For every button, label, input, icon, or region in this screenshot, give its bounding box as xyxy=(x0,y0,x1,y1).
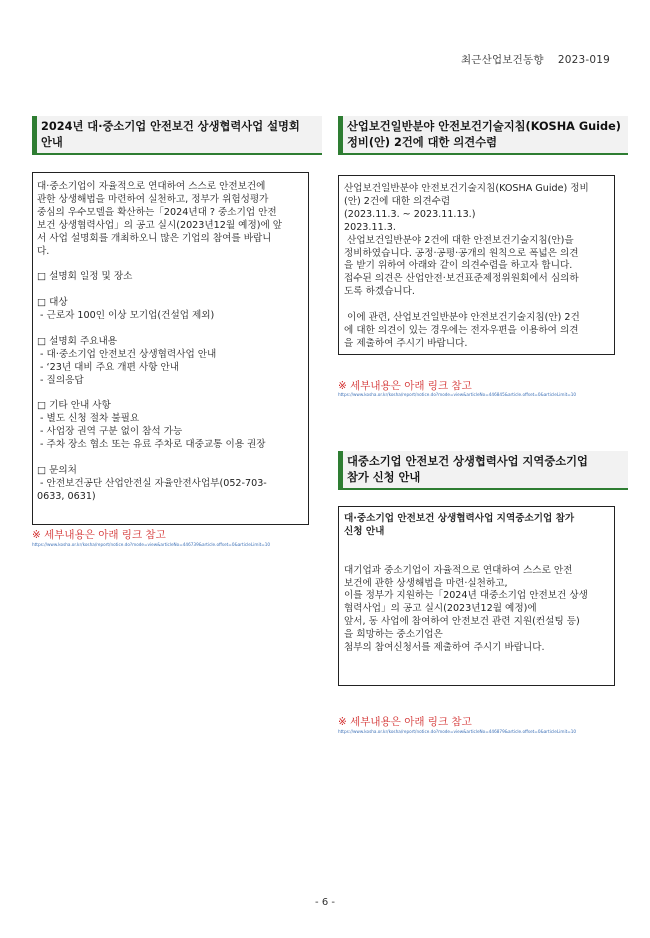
issue-number: 2023-019 xyxy=(557,54,610,66)
left-detail-note: ※ 세부내용은 아래 링크 참고 xyxy=(32,529,166,541)
body-line: 협력사업」의 공고 실시(2023년12월 예정)에 xyxy=(344,603,537,615)
right-top-section-title xyxy=(338,116,628,155)
right-top-title-line-1: 산업보건일반분야 안전보건기술지침(KOSHA Guide) xyxy=(347,120,621,133)
body-line: 보건 상생협력사업」의 공고 실시(2023년12월 예정)에 앞 xyxy=(37,219,283,231)
body-line xyxy=(344,299,610,312)
body-line xyxy=(37,258,304,271)
body-line: 을 제출하여 주시기 바랍니다. xyxy=(344,337,468,349)
body-line: □ 설명회 주요내용 xyxy=(37,335,118,347)
right-bottom-detail-link[interactable]: https://www.kosha.or.kr/kosha/report/notice.do?mode=view&articleNo=446879&article.offset=0&articleLimit=10 xyxy=(338,729,577,734)
right-bottom-title-line-2: 참가 신청 안내 xyxy=(347,471,421,484)
body-line: 접수된 의견은 산업안전·보건표준제정위원회에서 심의하 xyxy=(344,273,579,285)
right-bottom-content-box xyxy=(338,506,615,686)
body-line: - 대·중소기업 안전보건 상생협력사업 안내 xyxy=(37,348,217,360)
body-line: 산업보건일반분야 안전보건기술지침(KOSHA Guide) 정비 xyxy=(344,183,589,194)
right-top-title-line-2: 정비(안) 2건에 대한 의견수렴 xyxy=(347,136,498,149)
body-line xyxy=(37,387,304,400)
body-line: - 안전보건공단 산업안전실 자율안전사업부(052-703- xyxy=(37,477,267,489)
body-line: 관한 상생해법을 마련하여 실천하고, 정부가 위험성평가 xyxy=(37,193,269,205)
left-section-title xyxy=(32,116,322,155)
body-line: □ 문의처 xyxy=(37,464,77,476)
body-line: 대기업과 중소기업이 자율적으로 연대하여 스스로 안전 xyxy=(344,564,573,576)
left-title-line-2: 안내 xyxy=(41,136,63,149)
right-bottom-title-line-1: 대중소기업 안전보건 상생협력사업 지역중소기업 xyxy=(347,455,588,468)
right-bottom-body xyxy=(344,513,610,655)
body-line: 대·중소기업이 자율적으로 연대하여 스스로 안전보건에 xyxy=(37,181,266,192)
body-line: 앞서, 동 사업에 참여하여 안전보건 관련 지원(컨설팅 등) xyxy=(344,616,580,628)
page-header xyxy=(461,52,610,67)
body-line: (안) 2건에 대한 의견수렴 xyxy=(344,195,451,207)
body-line: - 사업장 권역 구분 없이 참석 가능 xyxy=(37,426,183,438)
body-line: 도록 하겠습니다. xyxy=(344,286,415,298)
body-line: 0633, 0631) xyxy=(37,490,96,502)
body-line: □ 기타 안내 사항 xyxy=(37,400,111,412)
body-line: - 질의응답 xyxy=(37,374,84,386)
body-line: 산업보건일반분야 2건에 대한 안전보건기술지침(안)을 xyxy=(344,234,574,246)
page-number: - 6 - xyxy=(315,897,335,908)
body-line xyxy=(37,452,304,465)
body-line: (2023.11.3. ~ 2023.11.13.) xyxy=(344,208,476,220)
body-line: 이에 관련, 산업보건일반분야 안전보건기술지침(안) 2건 xyxy=(344,312,580,324)
body-line: 을 희망하는 중소기업은 xyxy=(344,629,443,641)
body-line: 신청 안내 xyxy=(344,525,385,537)
left-detail-link[interactable]: https://www.kosha.or.kr/kosha/report/notice.do?mode=view&articleNo=446739&article.offset=0&articleLimit=10 xyxy=(32,542,271,547)
body-line: - 별도 신청 절차 불필요 xyxy=(37,413,140,425)
body-line: 다. xyxy=(37,245,50,257)
publication-name: 최근산업보건동향 xyxy=(460,54,544,66)
body-line: 을 받기 위하여 아래와 같이 의견수렴을 하고자 합니다. xyxy=(344,260,573,272)
body-line: 정비하였습니다. 공정·공평·공개의 원칙으로 폭넓은 의견 xyxy=(344,247,579,259)
body-line: 에 대한 의견이 있는 경우에는 전자우편을 이용하여 의견 xyxy=(344,324,579,336)
body-line xyxy=(344,539,610,552)
right-top-body xyxy=(344,183,610,351)
right-top-detail-link[interactable]: https://www.kosha.or.kr/kosha/report/notice.do?mode=view&articleNo=446845&article.offset=0&articleLimit=10 xyxy=(338,392,577,397)
body-line: 2023.11.3. xyxy=(344,221,396,233)
body-line: □ 설명회 일정 및 장소 xyxy=(37,271,133,283)
body-line xyxy=(37,323,304,336)
body-line xyxy=(37,284,304,297)
right-top-content-box xyxy=(338,175,615,355)
body-line: - 근로자 100인 이상 모기업(건설업 제외) xyxy=(37,310,215,322)
body-line: 대·중소기업 안전보건 상생협력사업 지역중소기업 참가 xyxy=(344,513,575,524)
body-line: - 주차 장소 협소 또는 유료 주차로 대중교통 이용 권장 xyxy=(37,439,266,451)
body-line: 보건에 관한 상생해법을 마련·실천하고, xyxy=(344,577,508,589)
right-top-detail-note: ※ 세부내용은 아래 링크 참고 xyxy=(338,380,472,392)
right-bottom-detail-note: ※ 세부내용은 아래 링크 참고 xyxy=(338,716,472,728)
left-title-line-1: 2024년 대·중소기업 안전보건 상생협력사업 설명회 xyxy=(41,120,300,133)
body-line: - ‘23년 대비 주요 개편 사항 안내 xyxy=(37,361,180,373)
right-bottom-section-title xyxy=(338,451,628,490)
body-line: □ 대상 xyxy=(37,297,68,309)
body-line: 이를 정부가 지원하는「2024년 대중소기업 안전보건 상생 xyxy=(344,590,588,602)
body-line: 중심의 우수모델을 확산하는「2024년대 ? 중소기업 안전 xyxy=(37,206,277,218)
body-line: 서 사업 설명회를 개최하오니 많은 기업의 참여를 바랍니 xyxy=(37,232,272,244)
left-content-box xyxy=(32,172,309,525)
left-body xyxy=(37,181,304,504)
body-line: 첨부의 참여신청서를 제출하여 주시기 바랍니다. xyxy=(344,642,545,654)
body-line xyxy=(344,552,610,565)
